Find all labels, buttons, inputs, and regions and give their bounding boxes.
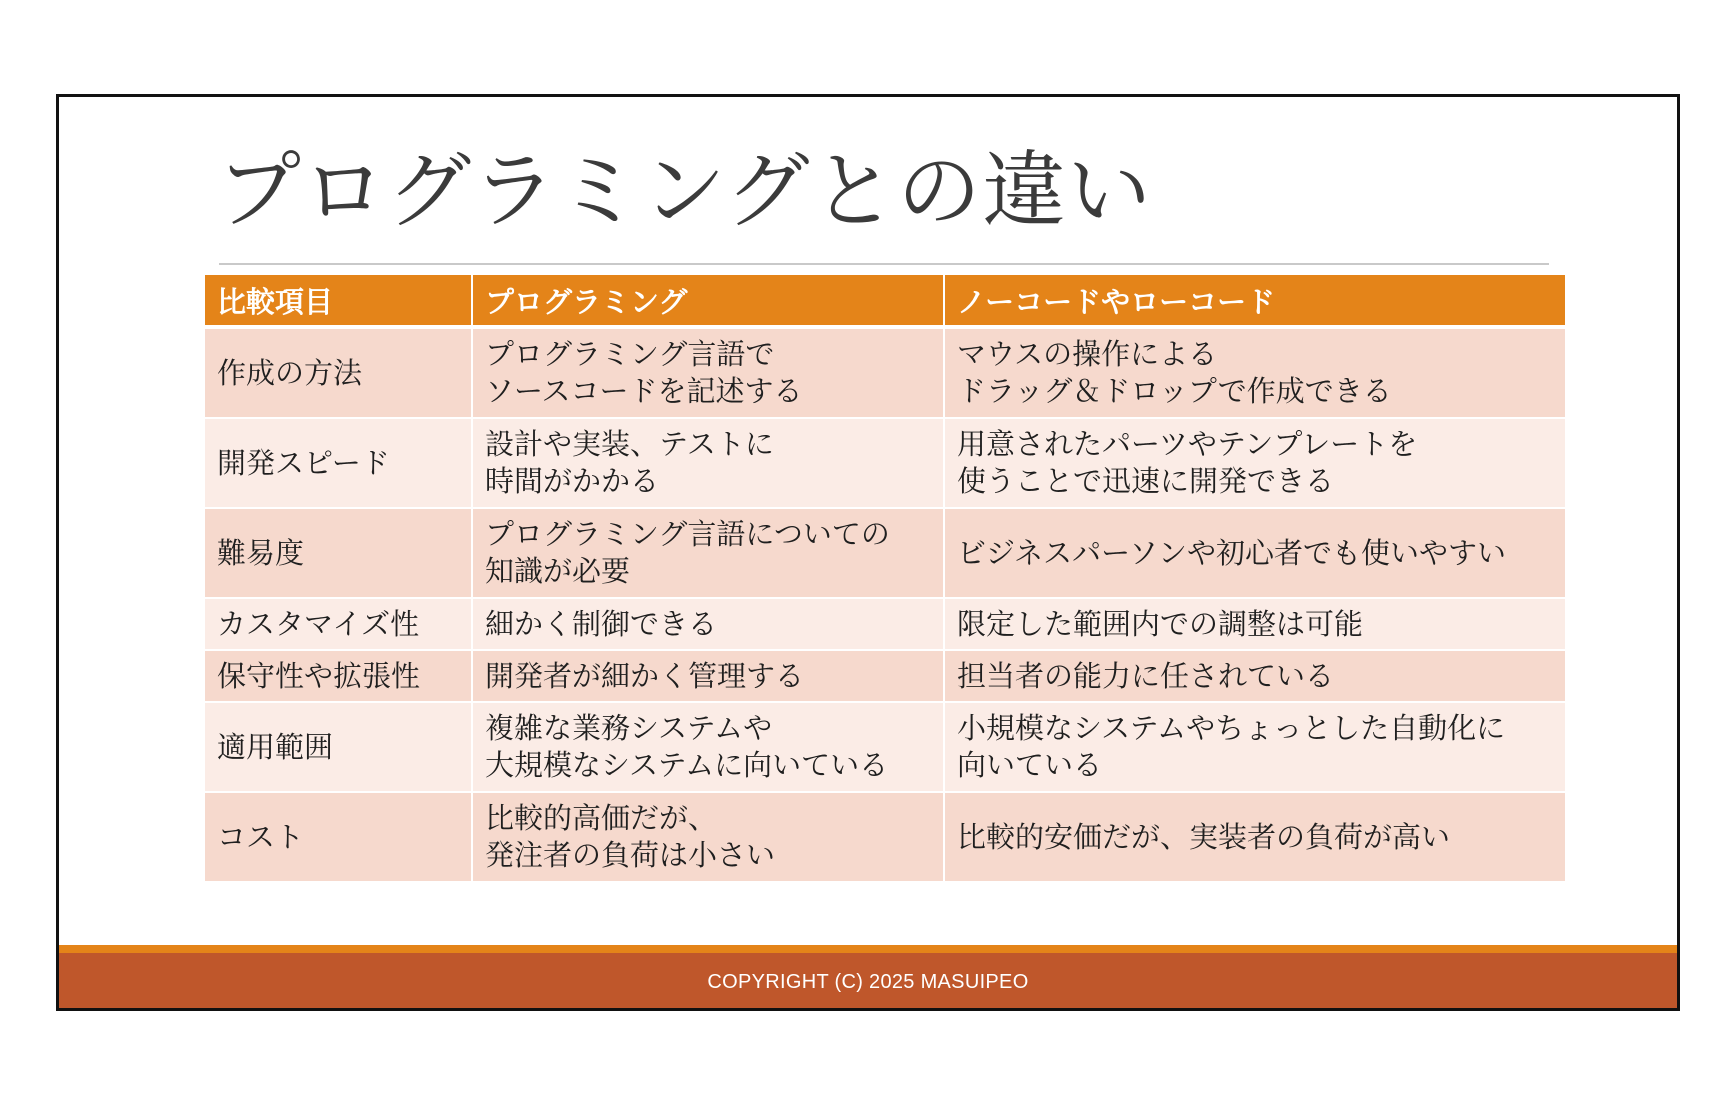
- column-header-item: 比較項目: [205, 275, 473, 329]
- cell-text: 複雑な業務システムや: [485, 711, 773, 745]
- cell-text: ドラッグ＆ドロップで作成できる: [957, 374, 1392, 408]
- row-nocode-cell: [945, 651, 1565, 703]
- footer-accent-stripe: [59, 945, 1677, 953]
- cell-text: 設計や実装、テストに: [485, 427, 774, 461]
- column-header-programming: プログラミング: [473, 275, 945, 329]
- table-row: [205, 599, 1565, 651]
- row-nocode-cell: [945, 509, 1565, 599]
- row-nocode-cell: [945, 329, 1565, 419]
- cell-text: 使うことで迅速に開発できる: [957, 464, 1335, 498]
- row-item-cell: [205, 599, 473, 651]
- cell-text: 知識が必要: [485, 554, 631, 588]
- cell-text: 作成の方法: [217, 355, 363, 390]
- cell-text: 用意されたパーツやテンプレートを: [957, 427, 1418, 461]
- row-programming-cell: [473, 703, 945, 793]
- table-row: [205, 793, 1565, 883]
- row-nocode-cell: [945, 419, 1565, 509]
- title-divider: [219, 263, 1549, 265]
- cell-text: 発注者の負荷は小さい: [485, 838, 776, 872]
- table-row: [205, 703, 1565, 793]
- slide-title: プログラミングとの違い: [217, 142, 1153, 240]
- cell-text: 細かく制御できる: [485, 606, 718, 641]
- cell-text: プログラミング言語についての: [485, 517, 890, 551]
- cell-text: 限定した範囲内での調整は可能: [957, 606, 1364, 641]
- cell-text: 保守性や拡張性: [217, 658, 421, 693]
- cell-text: プログラミング言語で: [485, 337, 775, 371]
- cell-text: マウスの操作による: [957, 337, 1218, 371]
- footer-bar: [59, 953, 1677, 1011]
- comparison-table: [205, 275, 1565, 883]
- cell-text: ソースコードを記述する: [485, 374, 803, 408]
- cell-text: コスト: [217, 819, 305, 854]
- slide: [56, 94, 1680, 1011]
- cell-text: 開発者が細かく管理する: [485, 658, 805, 693]
- row-programming-cell: [473, 419, 945, 509]
- row-item-cell: [205, 703, 473, 793]
- table-row: [205, 329, 1565, 419]
- table-header-row: [205, 275, 1565, 329]
- table-row: [205, 419, 1565, 509]
- copyright-text: COPYRIGHT (C) 2025 MASUIPEO: [707, 970, 1029, 993]
- row-item-cell: [205, 509, 473, 599]
- cell-text: 適用範囲: [217, 729, 334, 764]
- row-programming-cell: [473, 329, 945, 419]
- row-programming-cell: [473, 651, 945, 703]
- cell-text: 比較的高価だが、: [485, 801, 718, 835]
- cell-text: 難易度: [217, 535, 305, 570]
- column-header-nocode: ノーコードやローコード: [945, 275, 1565, 329]
- cell-text: ビジネスパーソンや初心者でも使いやすい: [957, 535, 1506, 570]
- cell-text: 担当者の能力に任されている: [957, 658, 1335, 693]
- row-nocode-cell: [945, 793, 1565, 883]
- table-row: [205, 651, 1565, 703]
- cell-text: 時間がかかる: [485, 464, 660, 498]
- table-row: [205, 509, 1565, 599]
- row-item-cell: [205, 651, 473, 703]
- row-programming-cell: [473, 509, 945, 599]
- row-item-cell: [205, 329, 473, 419]
- cell-text: 大規模なシステムに向いている: [485, 748, 889, 782]
- cell-text: 比較的安価だが、実装者の負荷が高い: [957, 819, 1451, 854]
- row-item-cell: [205, 793, 473, 883]
- row-nocode-cell: [945, 599, 1565, 651]
- cell-text: 開発スピード: [217, 445, 390, 480]
- row-item-cell: [205, 419, 473, 509]
- row-programming-cell: [473, 793, 945, 883]
- cell-text: 向いている: [957, 748, 1103, 782]
- cell-text: カスタマイズ性: [217, 606, 420, 641]
- row-nocode-cell: [945, 703, 1565, 793]
- cell-text: 小規模なシステムやちょっとした自動化に: [957, 711, 1506, 745]
- row-programming-cell: [473, 599, 945, 651]
